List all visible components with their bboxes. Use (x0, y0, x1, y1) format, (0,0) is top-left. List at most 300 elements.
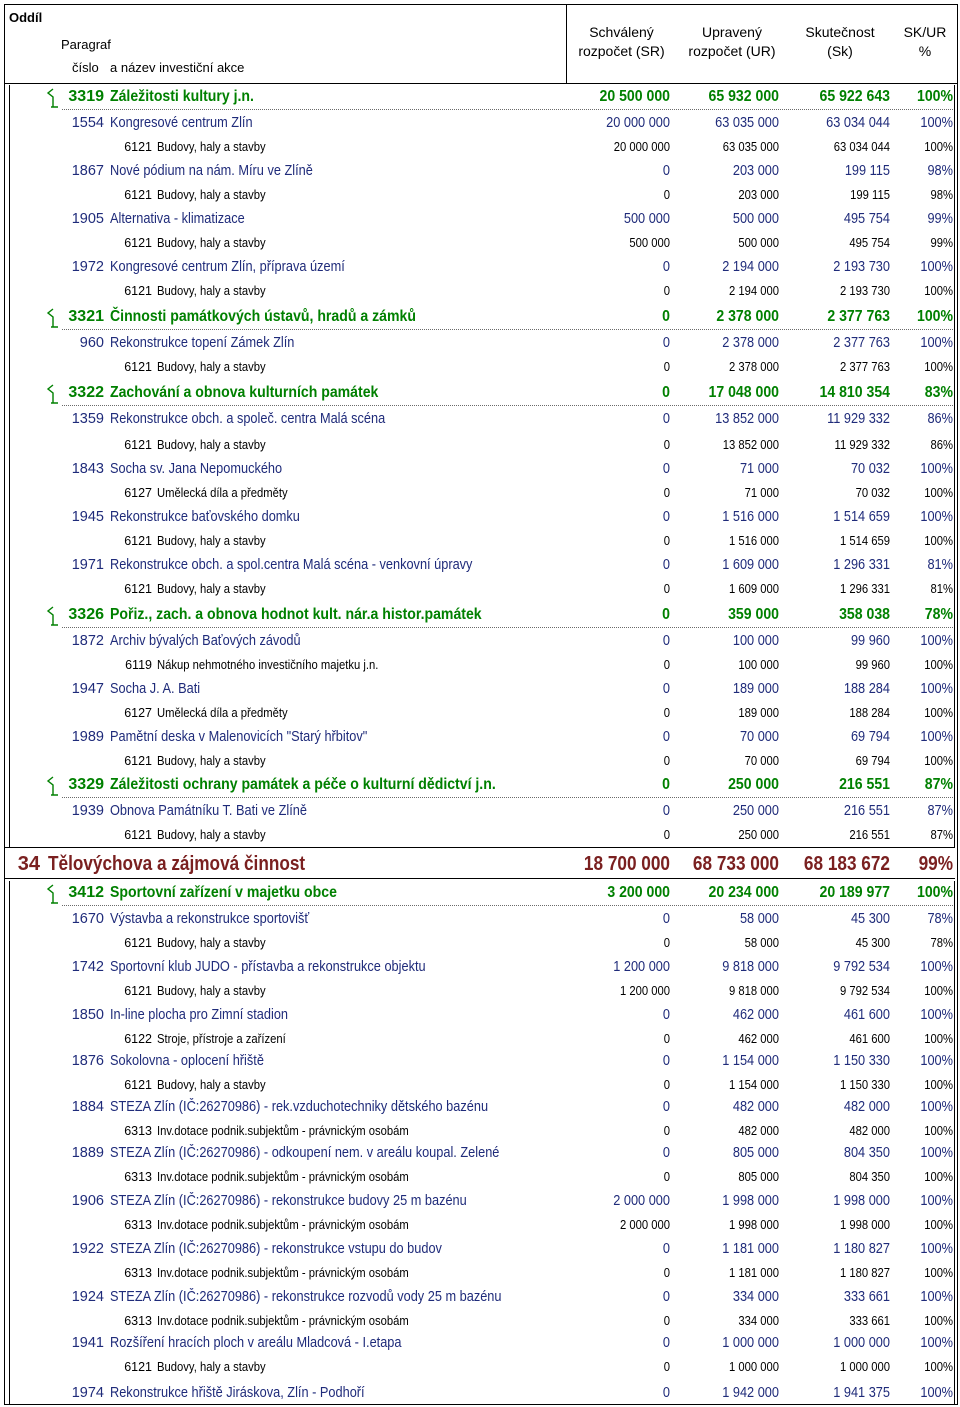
pct-cell: 100% (924, 1124, 953, 1138)
action-row (0, 725, 960, 749)
ur-cell: 189 000 (738, 706, 779, 720)
sk-cell: 333 661 (849, 1314, 890, 1328)
row-name: Budovy, haly a stavby (157, 1078, 266, 1092)
sr-cell: 0 (662, 384, 670, 401)
pct-cell: 100% (924, 360, 953, 374)
ur-cell: 71 000 (744, 486, 779, 500)
sk-cell: 1 514 659 (839, 534, 890, 548)
row-name: Pořiz., zach. a obnova hodnot kult. nár.a histor.památek (110, 606, 482, 623)
row-code: 6313 (124, 1218, 152, 1232)
sk-cell: 1 150 330 (839, 1078, 890, 1092)
pct-cell: 100% (920, 259, 953, 275)
action-row (0, 331, 960, 355)
row-name: Budovy, haly a stavby (157, 284, 266, 298)
sr-cell: 0 (662, 308, 670, 325)
sr-cell: 0 (663, 1314, 670, 1328)
ur-cell: 2 378 000 (716, 308, 779, 325)
sr-cell: 0 (662, 1289, 670, 1305)
item-row (0, 481, 960, 505)
ur-cell: 334 000 (732, 1289, 779, 1305)
ur-cell: 805 000 (738, 1170, 779, 1184)
sk-cell: 68 183 672 (803, 853, 890, 875)
row-code: 1884 (71, 1099, 104, 1115)
row-name: Zachování a obnova kulturních památek (110, 384, 379, 401)
sr-cell: 0 (663, 706, 670, 720)
row-name: In-line plocha pro Zimní stadion (110, 1007, 289, 1023)
item-row (0, 1165, 960, 1189)
row-name: STEZA Zlín (IČ:26270986) - rekonstrukce vstupu do budov (110, 1241, 442, 1257)
sk-cell: 2 377 763 (839, 360, 890, 374)
sk-cell: 9 792 534 (833, 959, 890, 975)
action-row (0, 907, 960, 931)
paragraph-underline (62, 905, 955, 906)
action-row (0, 1285, 960, 1309)
section-overline (5, 847, 955, 848)
action-row (0, 1095, 960, 1119)
row-name: Záležitosti ochrany památek a péče o kulturní dědictví j.n. (110, 776, 496, 793)
row-name: Socha sv. Jana Nepomuckého (110, 461, 283, 477)
row-code: 6121 (124, 438, 152, 452)
header-skur-line1: SK/UR (903, 24, 947, 40)
paragraph-row (0, 85, 960, 109)
row-code: 1989 (71, 729, 104, 745)
item-row (0, 1027, 960, 1051)
row-code: 6313 (124, 1314, 152, 1328)
paragraph-underline (62, 797, 955, 798)
item-row (0, 749, 960, 773)
action-row (0, 1141, 960, 1165)
pct-cell: 99% (918, 853, 953, 875)
action-row (0, 1003, 960, 1027)
row-code: 960 (79, 335, 104, 351)
pct-cell: 100% (924, 284, 953, 298)
row-code: 1742 (71, 959, 104, 975)
ur-cell: 482 000 (738, 1124, 779, 1138)
ur-cell: 1 516 000 (728, 534, 779, 548)
pct-cell: 87% (930, 828, 953, 842)
ur-cell: 1 998 000 (722, 1193, 779, 1209)
sk-cell: 1 998 000 (839, 1218, 890, 1232)
item-row (0, 1309, 960, 1333)
item-row (0, 1213, 960, 1237)
sr-cell: 0 (662, 461, 670, 477)
row-code: 1554 (71, 115, 104, 131)
ur-cell: 500 000 (732, 211, 779, 227)
row-code: 3326 (68, 606, 104, 623)
sk-cell: 63 034 044 (833, 140, 890, 154)
row-code: 3329 (68, 776, 104, 793)
row-code: 6121 (124, 236, 152, 250)
row-name: Pamětní deska v Malenovicích "Starý hřbitov" (110, 729, 368, 745)
sk-cell: 199 115 (844, 163, 890, 179)
sk-cell: 461 600 (843, 1007, 890, 1023)
pct-cell: 100% (924, 754, 953, 768)
pct-cell: 100% (920, 115, 953, 131)
row-code: 1974 (71, 1385, 104, 1401)
ur-cell: 1 998 000 (728, 1218, 779, 1232)
sk-cell: 1 150 330 (833, 1053, 890, 1069)
row-name: Umělecká díla a předměty (157, 486, 288, 500)
row-name: Nákup nehmotného investičního majetku j.n. (157, 658, 379, 672)
row-name: Budovy, haly a stavby (157, 754, 266, 768)
row-code: 6121 (124, 140, 152, 154)
pct-cell: 100% (920, 1193, 953, 1209)
action-row (0, 457, 960, 481)
row-code: 6121 (124, 1078, 152, 1092)
pct-cell: 100% (920, 681, 953, 697)
pct-cell: 100% (924, 1266, 953, 1280)
sk-cell: 358 038 (839, 606, 890, 623)
action-row (0, 1381, 960, 1405)
sr-cell: 0 (662, 509, 670, 525)
paragraph-row (0, 881, 960, 905)
sr-cell: 0 (662, 1335, 670, 1351)
action-row (0, 505, 960, 529)
pct-cell: 100% (920, 1145, 953, 1161)
sr-cell: 1 200 000 (613, 959, 670, 975)
row-code: 1867 (71, 163, 104, 179)
paragraph-underline (62, 405, 955, 406)
item-row (0, 231, 960, 255)
row-name: Inv.dotace podnik.subjektům - právnickým osobám (157, 1266, 409, 1280)
sr-cell: 0 (662, 163, 670, 179)
sk-cell: 11 929 332 (834, 438, 890, 452)
ur-cell: 2 194 000 (728, 284, 779, 298)
row-name: Budovy, haly a stavby (157, 582, 266, 596)
row-code: 3412 (68, 884, 104, 901)
row-name: Činnosti památkových ústavů, hradů a zámků (110, 308, 416, 325)
row-code: 6127 (124, 706, 152, 720)
ur-cell: 250 000 (728, 776, 779, 793)
header-oddil: Oddíl (9, 10, 43, 25)
pct-cell: 100% (920, 1335, 953, 1351)
row-name: STEZA Zlín (IČ:26270986) - odkoupení nem. v areálu koupal. Zelené (110, 1145, 500, 1161)
sr-cell: 0 (662, 1099, 670, 1115)
sk-cell: 188 284 (843, 681, 890, 697)
ur-cell: 13 852 000 (722, 438, 779, 452)
ur-cell: 63 035 000 (722, 140, 779, 154)
pct-cell: 100% (920, 509, 953, 525)
ur-cell: 65 932 000 (708, 88, 779, 105)
row-name: Socha J. A. Bati (110, 681, 201, 697)
ur-cell: 250 000 (732, 803, 779, 819)
row-code: 6313 (124, 1170, 152, 1184)
action-row (0, 629, 960, 653)
sk-cell: 216 551 (843, 803, 890, 819)
sk-cell: 2 377 763 (833, 335, 890, 351)
row-name: Inv.dotace podnik.subjektům - právnickým osobám (157, 1170, 409, 1184)
action-row (0, 553, 960, 577)
item-row (0, 279, 960, 303)
ur-cell: 462 000 (732, 1007, 779, 1023)
pct-cell: 100% (924, 486, 953, 500)
pct-cell: 100% (924, 1078, 953, 1092)
row-code: 1924 (71, 1289, 104, 1305)
sk-cell: 65 922 643 (819, 88, 890, 105)
sr-cell: 0 (663, 486, 670, 500)
item-row (0, 529, 960, 553)
ur-cell: 1 181 000 (722, 1241, 779, 1257)
ur-cell: 58 000 (739, 911, 779, 927)
row-code: 34 (17, 853, 40, 875)
sr-cell: 20 000 000 (613, 140, 670, 154)
item-row (0, 355, 960, 379)
header-upraveny (676, 23, 788, 61)
paragraph-row (0, 305, 960, 329)
header-skutecnost-line2: (Sk) (827, 43, 853, 59)
row-code: 6121 (124, 534, 152, 548)
sr-cell: 0 (663, 828, 670, 842)
sk-cell: 482 000 (843, 1099, 890, 1115)
row-code: 6121 (124, 754, 152, 768)
row-code: 6121 (124, 984, 152, 998)
header-schvaleny-line1: Schválený (589, 24, 654, 40)
ur-cell: 500 000 (738, 236, 779, 250)
sr-cell: 0 (663, 1170, 670, 1184)
ur-cell: 1 609 000 (722, 557, 779, 573)
sr-cell: 0 (662, 606, 670, 623)
ur-cell: 359 000 (728, 606, 779, 623)
row-code: 1906 (71, 1193, 104, 1209)
pct-cell: 100% (924, 658, 953, 672)
row-name: STEZA Zlín (IČ:26270986) - rek.vzduchotechniky dětského bazénu (110, 1099, 489, 1115)
sr-cell: 20 500 000 (599, 88, 670, 105)
header-cislo: číslo (72, 60, 99, 75)
header-skutecnost (788, 23, 892, 61)
sr-cell: 0 (663, 534, 670, 548)
row-name: Sportovní klub JUDO - přístavba a rekonstrukce objektu (110, 959, 426, 975)
row-code: 3321 (68, 308, 104, 325)
pct-cell: 100% (920, 1099, 953, 1115)
item-row (0, 1073, 960, 1097)
row-code: 1947 (71, 681, 104, 697)
row-name: Výstavba a rekonstrukce sportovišť (110, 911, 310, 927)
pct-cell: 100% (924, 706, 953, 720)
sr-cell: 0 (662, 803, 670, 819)
action-row (0, 1331, 960, 1355)
pct-cell: 81% (930, 582, 953, 596)
row-code: 1670 (71, 911, 104, 927)
sr-cell: 0 (663, 188, 670, 202)
action-row (0, 1049, 960, 1073)
paragraph-underline (62, 329, 955, 330)
row-code: 6121 (124, 360, 152, 374)
row-code: 6121 (124, 936, 152, 950)
row-code: 1971 (71, 557, 104, 573)
sr-cell: 0 (662, 1145, 670, 1161)
action-row (0, 111, 960, 135)
row-name: Rekonstrukce hřiště Jiráskova, Zlín - Podhoří (110, 1385, 365, 1401)
row-code: 3319 (68, 88, 104, 105)
sr-cell: 0 (663, 1032, 670, 1046)
sr-cell: 0 (663, 284, 670, 298)
sk-cell: 1 296 331 (833, 557, 890, 573)
ur-cell: 189 000 (732, 681, 779, 697)
pct-cell: 100% (920, 1007, 953, 1023)
action-row (0, 255, 960, 279)
sk-cell: 216 551 (849, 828, 890, 842)
paragraph-underline (62, 627, 955, 628)
row-name: STEZA Zlín (IČ:26270986) - rekonstrukce budovy 25 m bazénu (110, 1193, 467, 1209)
ur-cell: 9 818 000 (728, 984, 779, 998)
sk-cell: 20 189 977 (819, 884, 890, 901)
ur-cell: 1 154 000 (722, 1053, 779, 1069)
sr-cell: 18 700 000 (583, 853, 670, 875)
sk-cell: 1 000 000 (839, 1360, 890, 1374)
row-code: 1941 (71, 1335, 104, 1351)
sr-cell: 0 (663, 936, 670, 950)
sk-cell: 1 296 331 (839, 582, 890, 596)
sk-cell: 14 810 354 (819, 384, 890, 401)
sr-cell: 0 (662, 633, 670, 649)
pct-cell: 100% (920, 335, 953, 351)
paragraph-underline (62, 109, 955, 110)
action-row (0, 955, 960, 979)
sk-cell: 2 193 730 (839, 284, 890, 298)
row-name: Obnova Památníku T. Bati ve Zlíně (110, 803, 307, 819)
row-code: 1843 (71, 461, 104, 477)
row-code: 1359 (71, 411, 104, 427)
sr-cell: 0 (662, 1241, 670, 1257)
paragraph-row (0, 773, 960, 797)
row-name: Budovy, haly a stavby (157, 1360, 266, 1374)
pct-cell: 99% (930, 236, 953, 250)
pct-cell: 100% (920, 1289, 953, 1305)
row-name: STEZA Zlín (IČ:26270986) - rekonstrukce rozvodů vody 25 m bazénu (110, 1289, 502, 1305)
item-row (0, 1119, 960, 1143)
header-skur (892, 23, 958, 61)
row-code: 6121 (124, 188, 152, 202)
pct-cell: 83% (924, 384, 953, 401)
sr-cell: 0 (662, 335, 670, 351)
paragraph-row (0, 603, 960, 627)
pct-cell: 78% (930, 936, 953, 950)
sr-cell: 0 (662, 776, 670, 793)
pct-cell: 100% (916, 884, 953, 901)
sr-cell: 3 200 000 (607, 884, 670, 901)
row-name: Inv.dotace podnik.subjektům - právnickým osobám (157, 1218, 409, 1232)
row-name: Rekonstrukce topení Zámek Zlín (110, 335, 295, 351)
sk-cell: 495 754 (843, 211, 890, 227)
pct-cell: 100% (920, 1385, 953, 1401)
ur-cell: 1 181 000 (728, 1266, 779, 1280)
ur-cell: 203 000 (732, 163, 779, 179)
action-row (0, 1237, 960, 1261)
row-code: 6121 (124, 1360, 152, 1374)
header-upraveny-line1: Upravený (702, 24, 762, 40)
ur-cell: 100 000 (738, 658, 779, 672)
pct-cell: 99% (927, 211, 953, 227)
row-name: Inv.dotace podnik.subjektům - právnickým osobám (157, 1124, 409, 1138)
ur-cell: 2 194 000 (722, 259, 779, 275)
header-schvaleny (567, 23, 676, 61)
sr-cell: 2 000 000 (613, 1193, 670, 1209)
ur-cell: 1 000 000 (728, 1360, 779, 1374)
item-row (0, 979, 960, 1003)
ur-cell: 1 942 000 (722, 1385, 779, 1401)
ur-cell: 70 000 (739, 729, 779, 745)
sk-cell: 99 960 (850, 633, 890, 649)
row-name: Budovy, haly a stavby (157, 984, 266, 998)
action-row (0, 159, 960, 183)
sr-cell: 0 (663, 1124, 670, 1138)
row-code: 6313 (124, 1124, 152, 1138)
ur-cell: 2 378 000 (728, 360, 779, 374)
sr-cell: 0 (662, 1007, 670, 1023)
pct-cell: 100% (920, 461, 953, 477)
row-name: Rekonstrukce obch. a společ. centra Malá scéna (110, 411, 386, 427)
row-code: 6121 (124, 582, 152, 596)
sk-cell: 1 000 000 (833, 1335, 890, 1351)
row-code: 6122 (124, 1032, 152, 1046)
ur-cell: 68 733 000 (692, 853, 779, 875)
sk-cell: 99 960 (855, 658, 890, 672)
pct-cell: 100% (920, 1053, 953, 1069)
sr-cell: 0 (662, 1053, 670, 1069)
pct-cell: 100% (924, 1360, 953, 1374)
header-nazev: a název investiční akce (110, 60, 245, 75)
item-row (0, 183, 960, 207)
row-code: 1876 (71, 1053, 104, 1069)
row-code: 1872 (71, 633, 104, 649)
pct-cell: 78% (924, 606, 953, 623)
ur-cell: 334 000 (738, 1314, 779, 1328)
sk-cell: 461 600 (849, 1032, 890, 1046)
sk-cell: 1 514 659 (833, 509, 890, 525)
pct-cell: 81% (927, 557, 953, 573)
pct-cell: 100% (924, 984, 953, 998)
row-name: Budovy, haly a stavby (157, 828, 266, 842)
header-schvaleny-line2: rozpočet (SR) (578, 43, 665, 59)
sr-cell: 0 (663, 1360, 670, 1374)
pct-cell: 86% (927, 411, 953, 427)
row-name: Budovy, haly a stavby (157, 360, 266, 374)
ur-cell: 70 000 (744, 754, 779, 768)
pct-cell: 100% (920, 633, 953, 649)
action-row (0, 799, 960, 823)
header-skutecnost-line1: Skutečnost (805, 24, 875, 40)
ur-cell: 1 516 000 (722, 509, 779, 525)
sk-cell: 188 284 (849, 706, 890, 720)
sr-cell: 0 (662, 411, 670, 427)
row-name: Rekonstrukce obch. a spol.centra Malá scéna - venkovní úpravy (110, 557, 473, 573)
ur-cell: 58 000 (744, 936, 779, 950)
sr-cell: 2 000 000 (619, 1218, 670, 1232)
pct-cell: 86% (930, 438, 953, 452)
pct-cell: 78% (927, 911, 953, 927)
row-name: Archiv bývalých Baťových závodů (110, 633, 301, 649)
row-name: Budovy, haly a stavby (157, 188, 266, 202)
pct-cell: 100% (924, 534, 953, 548)
row-code: 1945 (71, 509, 104, 525)
sr-cell: 500 000 (629, 236, 670, 250)
pct-cell: 100% (924, 140, 953, 154)
item-row (0, 433, 960, 457)
sr-cell: 0 (663, 658, 670, 672)
row-code: 6121 (124, 284, 152, 298)
sk-cell: 1 180 827 (833, 1241, 890, 1257)
ur-cell: 13 852 000 (715, 411, 779, 427)
sr-cell: 0 (662, 1385, 670, 1401)
ur-cell: 63 035 000 (715, 115, 779, 131)
row-code: 1972 (71, 259, 104, 275)
sk-cell: 63 034 044 (826, 115, 890, 131)
sr-cell: 0 (662, 557, 670, 573)
sk-cell: 1 998 000 (833, 1193, 890, 1209)
sr-cell: 0 (662, 259, 670, 275)
sk-cell: 216 551 (839, 776, 890, 793)
sr-cell: 1 200 000 (619, 984, 670, 998)
